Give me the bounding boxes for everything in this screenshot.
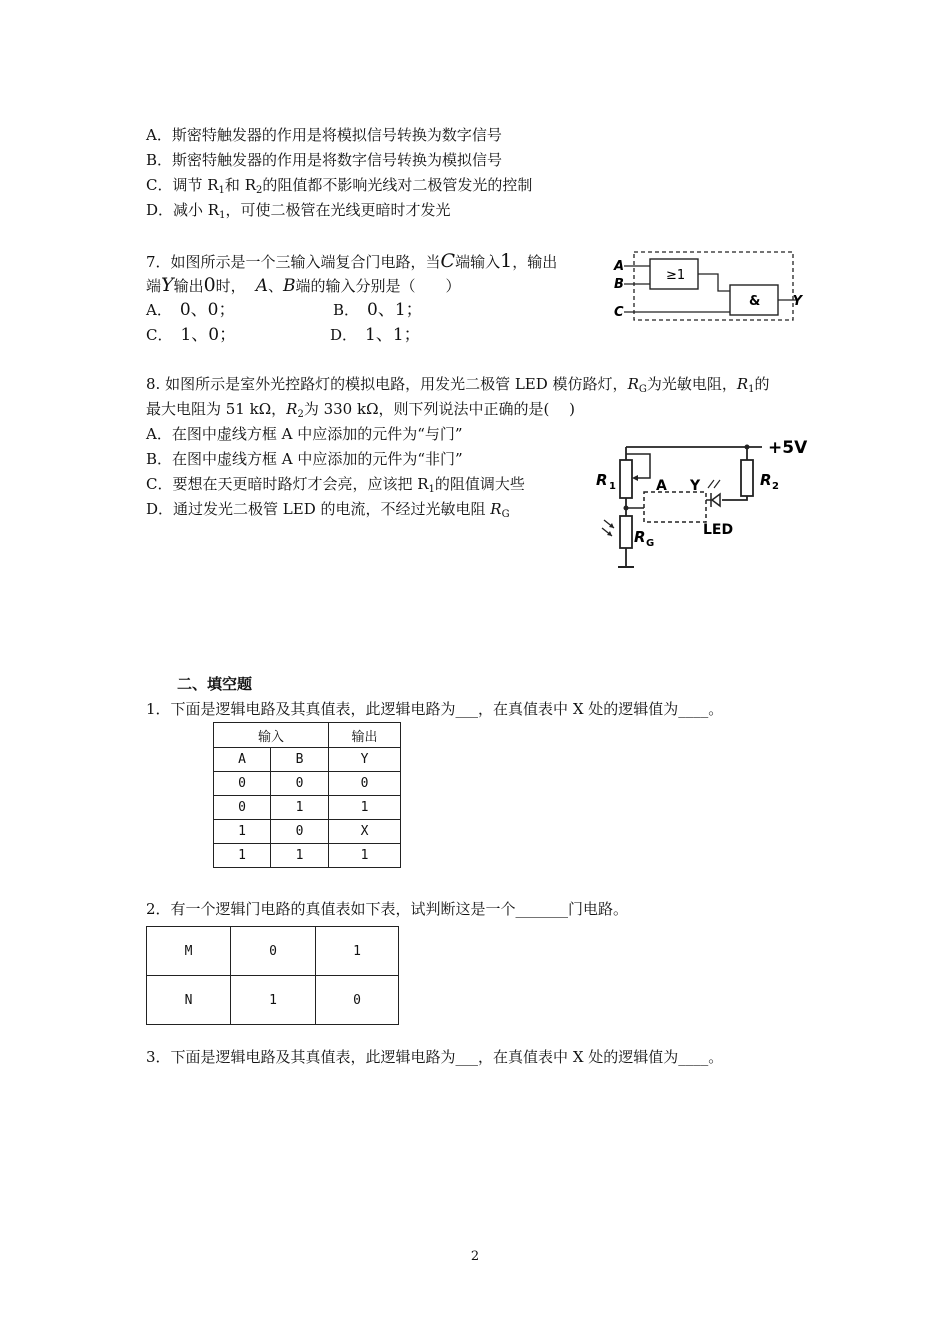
q7-var-c: C bbox=[440, 250, 456, 272]
s2-q1-text: 1．下面是逻辑电路及其真值表，此逻辑电路为___，在真值表中 X 处的逻辑值为____。 bbox=[146, 700, 724, 718]
q7-l2c: 时， bbox=[215, 277, 246, 295]
q8-stem-line1 bbox=[146, 374, 770, 394]
table-row bbox=[214, 820, 401, 844]
q7-option-d bbox=[330, 324, 421, 346]
q7-opt-c-val: 1、0； bbox=[180, 325, 237, 345]
q8-l1-pre: 8. 如图所示是室外光控路灯的模拟电路，用发光二极管 LED 模仿路灯， bbox=[146, 375, 628, 393]
q7-l1a: 7．如图所示是一个三输入端复合门电路，当 bbox=[146, 253, 441, 271]
q8-r2-sub: 2 bbox=[297, 409, 304, 420]
q8-option-d bbox=[146, 499, 510, 519]
q7-label-a: A bbox=[614, 259, 625, 274]
table-row bbox=[214, 796, 401, 820]
q6-c-sub2: 2 bbox=[255, 185, 263, 196]
q8-rg-sub: G bbox=[638, 384, 647, 395]
q8-led-ray-2 bbox=[714, 480, 720, 488]
q8-c-sub: 1 bbox=[428, 484, 435, 495]
q7-val-0: 0 bbox=[203, 274, 216, 296]
q6-c-sub1: 1 bbox=[218, 185, 225, 196]
table-cell: N bbox=[147, 976, 231, 1025]
tt1-col-a: A bbox=[214, 748, 271, 772]
q8-circuit-diagram bbox=[590, 430, 820, 575]
q8-option-b: B．在图中虚线方框 A 中应添加的元件为“非门” bbox=[146, 450, 463, 468]
q8-r2-var: R bbox=[286, 400, 298, 418]
table-cell: 1 bbox=[329, 796, 401, 820]
s2-q2-text: 2．有一个逻辑门电路的真值表如下表，试判断这是一个_______门电路。 bbox=[146, 900, 629, 918]
q7-opt-d-val: 1、1； bbox=[365, 325, 421, 345]
table-cell: 0 bbox=[271, 820, 329, 844]
tt1-group-output: 输出 bbox=[329, 723, 401, 748]
table-cell: 1 bbox=[231, 976, 316, 1025]
table-cell: 1 bbox=[329, 844, 401, 868]
table-cell: 1 bbox=[271, 796, 329, 820]
table-row bbox=[214, 772, 401, 796]
q7-val-1: 1 bbox=[500, 250, 513, 272]
q7-logic-diagram bbox=[610, 245, 800, 325]
q8-led-ray-1 bbox=[708, 480, 714, 488]
q7-l2a: 端 bbox=[146, 277, 162, 295]
table-row bbox=[147, 927, 399, 976]
q8-box-a bbox=[644, 492, 706, 522]
q8-led-label: LED bbox=[703, 522, 734, 538]
table-cell: 0 bbox=[214, 796, 271, 820]
table-cell: 0 bbox=[231, 927, 316, 976]
q7-option-c bbox=[146, 324, 236, 346]
q8-r1-wiper-arrow bbox=[632, 475, 638, 481]
q8-l2-post: 为 330 kΩ，则下列说法中正确的是( ) bbox=[303, 400, 575, 418]
q7-label-b: B bbox=[614, 277, 624, 292]
table-cell: 0 bbox=[316, 976, 399, 1025]
q7-wire-or-out bbox=[698, 274, 730, 291]
q7-opt-b-label: B． bbox=[333, 301, 360, 319]
table-cell: 0 bbox=[329, 772, 401, 796]
q6-d-post: ，可使二极管在光线更暗时才发光 bbox=[225, 201, 451, 219]
q7-and-gate-label: & bbox=[749, 294, 761, 309]
q7-option-b bbox=[333, 299, 423, 321]
q8-rg-sublabel: G bbox=[646, 538, 655, 549]
tt1-col-b: B bbox=[271, 748, 329, 772]
q8-r1-sub: 1 bbox=[748, 384, 755, 395]
q7-label-c: C bbox=[614, 305, 624, 320]
q7-var-y: Y bbox=[161, 274, 174, 296]
q7-var-a: A bbox=[255, 276, 268, 296]
page-number: 2 bbox=[470, 1249, 480, 1264]
table-cell: X bbox=[329, 820, 401, 844]
q7-opt-b-val: 0、1； bbox=[367, 300, 423, 320]
s2-q1-truth-table bbox=[213, 722, 401, 868]
q7-opt-a-val: 0、0； bbox=[179, 300, 236, 320]
table-cell: M bbox=[147, 927, 231, 976]
s2-q3-text: 3．下面是逻辑电路及其真值表，此逻辑电路为___，在真值表中 X 处的逻辑值为____。 bbox=[146, 1048, 724, 1066]
q8-rg-label: R bbox=[634, 528, 646, 546]
q7-opt-a-label: A． bbox=[146, 301, 172, 319]
q8-d-sub: G bbox=[501, 509, 510, 520]
s2-q2-truth-table bbox=[146, 926, 399, 1025]
q8-stem-line2 bbox=[146, 399, 575, 419]
table-row bbox=[147, 976, 399, 1025]
q8-d-var: R bbox=[490, 500, 502, 518]
q6-option-b: B．斯密特触发器的作用是将数字信号转换为模拟信号 bbox=[146, 151, 503, 169]
q7-label-y: Y bbox=[792, 294, 802, 309]
q7-stem-line2 bbox=[146, 274, 461, 297]
q6-c-post: 的阻值都不影响光线对二极管发光的控制 bbox=[262, 176, 533, 194]
table-row bbox=[214, 844, 401, 868]
q7-l1b: 端输入 bbox=[455, 253, 501, 271]
q8-option-c bbox=[146, 474, 525, 494]
q8-c-post: 的阻值调大些 bbox=[434, 475, 525, 493]
q8-r2-label: R bbox=[760, 471, 772, 489]
q8-c-pre: C．要想在天更暗时路灯才会亮，应该把 R bbox=[146, 475, 429, 493]
q8-led-diode bbox=[712, 494, 720, 506]
q8-r2-sublabel: 2 bbox=[772, 481, 779, 492]
q8-r1-label: R bbox=[596, 471, 608, 489]
q7-option-a bbox=[146, 299, 235, 321]
q7-l2b: 输出 bbox=[173, 277, 204, 295]
q8-option-a: A．在图中虚线方框 A 中应添加的元件为“与门” bbox=[146, 425, 463, 443]
q8-r1-resistor bbox=[620, 460, 632, 498]
tt1-group-input: 输入 bbox=[214, 723, 329, 748]
q7-opt-c-label: C． bbox=[146, 326, 173, 344]
q8-r1-var: R bbox=[736, 375, 749, 393]
table-cell: 0 bbox=[271, 772, 329, 796]
q7-stem-line1 bbox=[146, 250, 557, 273]
q6-c-mid: 和 R bbox=[224, 176, 256, 194]
q7-opt-d-label: D． bbox=[330, 326, 358, 344]
table-cell: 0 bbox=[214, 772, 271, 796]
q8-rg-var: R bbox=[627, 375, 639, 393]
q6-d-pre: D．减小 R bbox=[146, 201, 220, 219]
q8-supply-label: +5V bbox=[768, 438, 808, 458]
q7-l1c: ，输出 bbox=[512, 253, 558, 271]
q7-or-gate-label: ≥1 bbox=[666, 268, 686, 283]
q6-c-pre: C．调节 R bbox=[146, 176, 219, 194]
table-cell: 1 bbox=[316, 927, 399, 976]
q7-sep: 、 bbox=[267, 277, 283, 295]
q6-option-c bbox=[146, 175, 532, 195]
q8-d-pre: D．通过发光二极管 LED 的电流，不经过光敏电阻 bbox=[146, 500, 491, 518]
section2-heading: 二、填空题 bbox=[177, 675, 253, 693]
q8-box-a-label: A bbox=[656, 478, 667, 494]
q8-r2-resistor bbox=[741, 460, 753, 496]
q8-box-y-label: Y bbox=[690, 478, 701, 494]
q6-d-sub: 1 bbox=[219, 210, 226, 221]
q8-rg-resistor bbox=[620, 516, 632, 548]
table-cell: 1 bbox=[214, 820, 271, 844]
table-cell: 1 bbox=[271, 844, 329, 868]
q8-l1-mid: 为光敏电阻， bbox=[646, 375, 737, 393]
q6-option-a: A．斯密特触发器的作用是将模拟信号转换为数字信号 bbox=[146, 126, 502, 144]
q7-l2d: 端的输入分别是（ ） bbox=[295, 277, 461, 295]
tt1-col-y: Y bbox=[329, 748, 401, 772]
q8-r1-sublabel: 1 bbox=[609, 481, 616, 492]
q8-l1-post: 的 bbox=[754, 375, 770, 393]
table-cell: 1 bbox=[214, 844, 271, 868]
q6-option-d bbox=[146, 200, 450, 220]
q8-l2-pre: 最大电阻为 51 kΩ， bbox=[146, 400, 287, 418]
q7-var-b: B bbox=[282, 276, 296, 296]
